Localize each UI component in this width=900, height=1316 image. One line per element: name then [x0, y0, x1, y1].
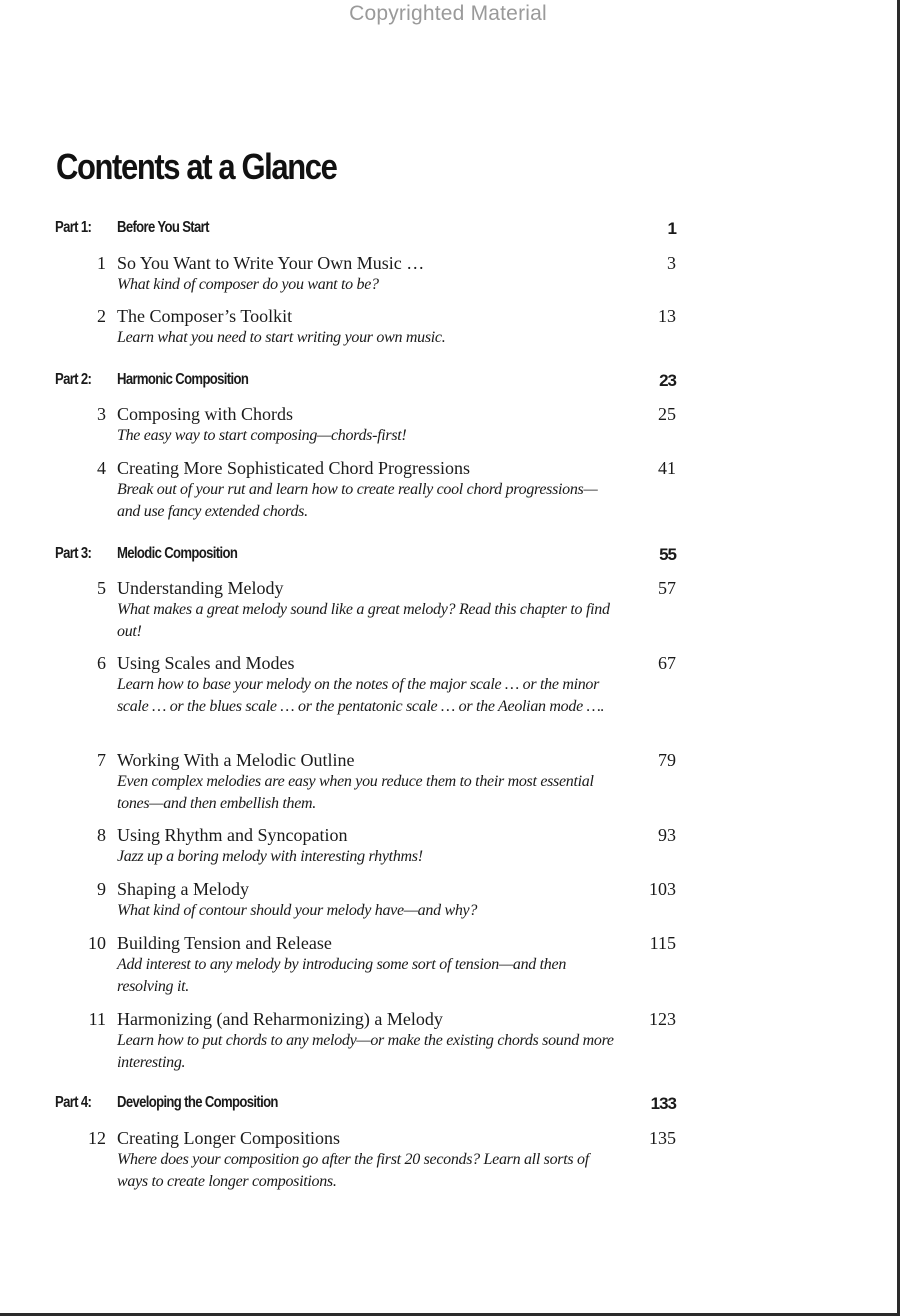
chapter-page-number: 67 — [658, 653, 676, 673]
chapter-title: Using Rhythm and Syncopation — [117, 825, 348, 845]
chapter-title: Understanding Melody — [117, 578, 284, 598]
part-title: Developing the Composition — [117, 1094, 278, 1111]
part-label: Part 2: — [55, 371, 92, 388]
chapter-number: 6 — [97, 653, 106, 673]
chapter-page-number: 93 — [658, 825, 676, 845]
chapter-page-number: 13 — [658, 306, 676, 326]
page-title: Contents at a Glance — [56, 146, 337, 187]
chapter-description: Jazz up a boring melody with interesting rhythms! — [117, 848, 423, 865]
chapter-number: 3 — [97, 404, 106, 424]
chapter-number: 11 — [88, 1009, 106, 1029]
chapter-description: Where does your composition go after the first 20 seconds? Learn all sorts of ways to create longer compositions. — [117, 1151, 589, 1190]
part-label: Part 4: — [55, 1094, 92, 1111]
chapter-number: 12 — [88, 1128, 106, 1148]
chapter-page-number: 135 — [649, 1128, 676, 1148]
chapter-page-number: 57 — [658, 578, 676, 598]
chapter-description: What makes a great melody sound like a great melody? Read this chapter to find out! — [117, 601, 610, 640]
chapter-title: Creating Longer Compositions — [117, 1128, 340, 1148]
chapter-description: The easy way to start composing—chords-first! — [117, 427, 407, 444]
chapter-number: 10 — [88, 933, 106, 953]
chapter-number: 4 — [97, 458, 106, 478]
chapter-title: So You Want to Write Your Own Music … — [117, 253, 425, 273]
chapter-page-number: 3 — [667, 253, 676, 273]
part-heading — [0, 545, 900, 569]
part-heading — [0, 1094, 900, 1118]
chapter-description: Learn how to base your melody on the notes of the major scale … or the minor scale … or the blues scale … or the pentatonic scale … or the Aeolian mode …. — [117, 676, 605, 715]
chapter-description: Learn how to put chords to any melody—or make the existing chords sound more interesting. — [117, 1032, 614, 1071]
chapter-number: 9 — [97, 879, 106, 899]
chapter-page-number: 41 — [658, 458, 676, 478]
part-title: Harmonic Composition — [117, 371, 249, 388]
part-page-number: 23 — [659, 371, 676, 390]
chapter-title: The Composer’s Toolkit — [117, 306, 293, 326]
part-heading — [0, 371, 900, 395]
chapter-description: Break out of your rut and learn how to create really cool chord progressions—and use fancy extended chords. — [117, 481, 598, 520]
part-label: Part 1: — [55, 219, 92, 236]
chapter-page-number: 115 — [649, 933, 676, 953]
chapter-title: Creating More Sophisticated Chord Progressions — [117, 458, 470, 478]
chapter-title: Harmonizing (and Reharmonizing) a Melody — [117, 1009, 443, 1029]
chapter-description: What kind of contour should your melody have—and why? — [117, 902, 478, 919]
chapter-description: What kind of composer do you want to be? — [117, 276, 379, 293]
chapter-title: Building Tension and Release — [117, 933, 332, 953]
chapter-page-number: 25 — [658, 404, 676, 424]
chapter-title: Working With a Melodic Outline — [117, 750, 355, 770]
chapter-page-number: 79 — [658, 750, 676, 770]
part-page-number: 133 — [650, 1094, 676, 1113]
copyright-watermark: Copyrighted Material — [349, 2, 547, 25]
chapter-description: Even complex melodies are easy when you reduce them to their most essential tones—and then embellish them. — [117, 773, 594, 812]
part-title: Melodic Composition — [117, 545, 238, 562]
chapter-page-number: 123 — [649, 1009, 676, 1029]
chapter-page-number: 103 — [649, 879, 676, 899]
chapter-description: Learn what you need to start writing your own music. — [117, 329, 446, 346]
part-label: Part 3: — [55, 545, 92, 562]
chapter-title: Shaping a Melody — [117, 879, 249, 899]
chapter-number: 8 — [97, 825, 106, 845]
part-page-number: 1 — [667, 219, 676, 238]
part-page-number: 55 — [659, 545, 676, 564]
chapter-number: 7 — [97, 750, 106, 770]
chapter-description: Add interest to any melody by introducing some sort of tension—and then resolving it. — [117, 956, 567, 995]
chapter-title: Composing with Chords — [117, 404, 294, 424]
chapter-number: 1 — [97, 253, 106, 273]
part-heading — [0, 219, 900, 243]
part-title: Before You Start — [117, 219, 209, 236]
chapter-number: 2 — [97, 306, 106, 326]
chapter-number: 5 — [97, 578, 106, 598]
chapter-title: Using Scales and Modes — [117, 653, 295, 673]
